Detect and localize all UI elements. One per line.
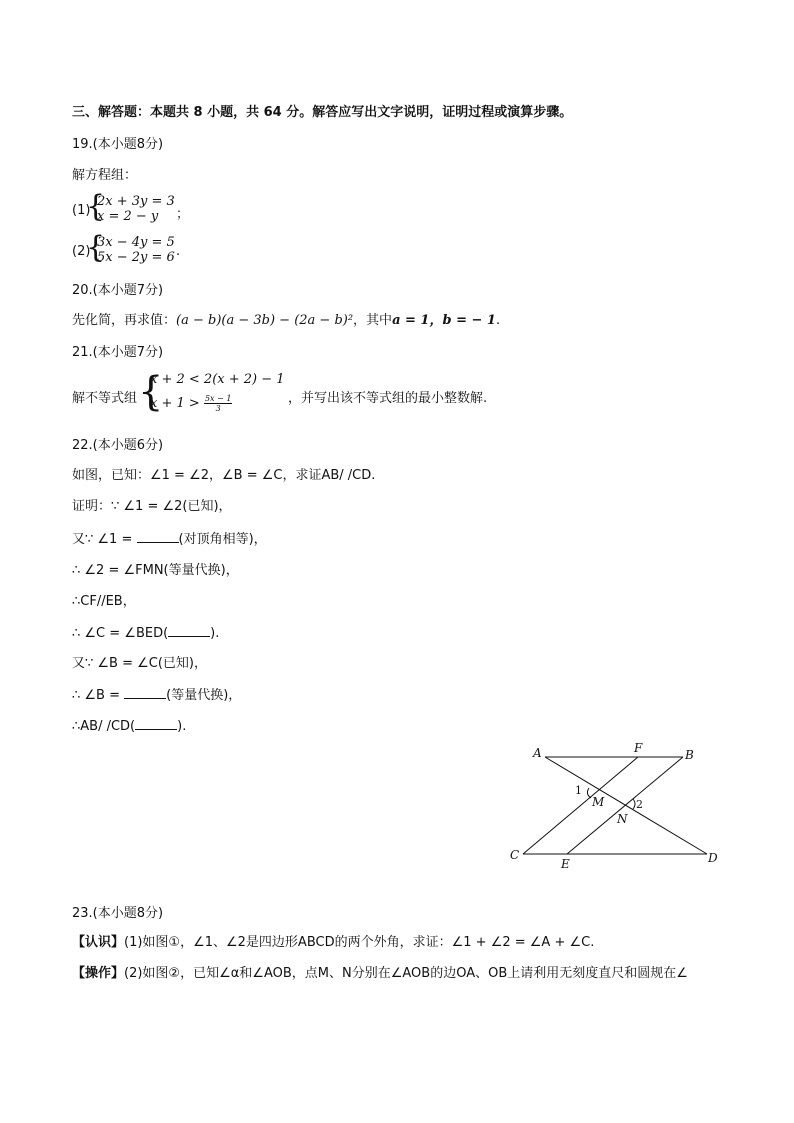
q23-line-1 <box>72 934 594 952</box>
label-b: B <box>685 748 694 762</box>
q20-text-a: 先化简，再求值： <box>72 313 177 328</box>
q23-text-2: (2)如图②，已知∠α和∠AOB，点M、N分别在∠AOB的边OA、OB上请利用无刻度直尺和圆规在∠ <box>124 966 688 981</box>
q21-title: 21.(本小题7分) <box>72 345 164 360</box>
q22-title: 22.(本小题6分) <box>72 438 164 453</box>
proof-text-tail: ). <box>210 626 220 641</box>
proof-text-tail: ). <box>177 719 187 734</box>
q19-system-1 <box>72 189 272 228</box>
answer-blank[interactable] <box>135 717 177 730</box>
label-d: D <box>708 851 718 865</box>
q19-p2-eq1: 3x − 4y = 5 <box>97 235 175 250</box>
q22-proof-line <box>72 655 207 673</box>
q19-p1-label: (1) <box>72 203 91 218</box>
q22-proof-line <box>72 593 136 611</box>
q21-prompt: 解不等式组 <box>72 391 138 406</box>
q22-proof-line <box>72 562 239 580</box>
proof-text: ∴CF//EB， <box>72 594 136 609</box>
q21-ineq1: x + 2 < 2(x + 2) − 1 <box>150 372 285 387</box>
q22-proof-line <box>72 686 241 705</box>
label-a: A <box>533 746 542 760</box>
label-2: 2 <box>636 798 643 811</box>
brace-icon: { <box>86 230 106 265</box>
q23-line-2 <box>72 965 688 983</box>
brace-icon: { <box>138 369 164 415</box>
q20-text-c: . <box>495 313 501 328</box>
answer-blank[interactable] <box>124 686 166 699</box>
q23-tag-operate: 【操作】 <box>72 966 125 981</box>
q20-title: 20.(本小题7分) <box>72 283 164 298</box>
proof-text-tail: (等量代换)， <box>166 688 242 703</box>
q21-ineq2-left: x + 1 > <box>150 396 200 411</box>
q20-expression: (a − b)(a − 3b) − (2a − b)² <box>176 313 354 328</box>
q22-figure <box>505 740 735 875</box>
q19-prompt: 解方程组： <box>72 168 138 183</box>
segment-cf <box>523 757 638 854</box>
q21-tail: ，并写出该不等式组的最小整数解. <box>288 391 488 406</box>
label-e: E <box>561 857 570 871</box>
q21-frac-den: 3 <box>215 404 221 413</box>
q19-p1-tail: ； <box>176 207 190 222</box>
proof-text: 证明：∵ ∠1 = ∠2(已知)， <box>72 499 232 514</box>
segment-eb <box>567 757 683 854</box>
label-c: C <box>510 848 520 862</box>
segment-ad <box>545 757 707 854</box>
q19-title: 19.(本小题8分) <box>72 137 164 152</box>
q21-ineq2 <box>150 394 232 413</box>
q19-p1-eq2: x = 2 − y <box>97 209 159 224</box>
q19-p2-label: (2) <box>72 244 91 259</box>
q20-question <box>72 312 500 330</box>
q19-p2-eq2: 5x − 2y = 6 <box>97 250 175 265</box>
q23-tag-recognize: 【认识】 <box>72 935 125 950</box>
answer-blank[interactable] <box>137 530 179 543</box>
q19-p2-tail: . <box>176 244 181 259</box>
answer-blank[interactable] <box>168 624 210 637</box>
q19-p1-eq1: 2x + 3y = 3 <box>97 194 175 209</box>
q23-title: 23.(本小题8分) <box>72 906 164 921</box>
q22-given: 如图，已知：∠1 = ∠2，∠B = ∠C，求证AB/ /CD. <box>72 468 376 483</box>
q19-system-2 <box>72 230 272 269</box>
brace-icon: { <box>86 189 106 224</box>
q22-proof-line <box>72 717 186 736</box>
section-header: 三、解答题：本题共 8 小题，共 64 分。解答应写出文字说明，证明过程或演算步骤。 <box>72 105 573 120</box>
label-1: 1 <box>575 784 582 797</box>
proof-text: 又∵ ∠B = ∠C(已知)， <box>72 656 208 671</box>
q23-text-1: (1)如图①，∠1、∠2是四边形ABCD的两个外角，求证：∠1 + ∠2 = ∠A + ∠C. <box>124 935 595 950</box>
proof-text-tail: (对顶角相等)， <box>178 532 267 547</box>
q20-text-b: ，其中 <box>353 313 393 328</box>
q20-condition: a = 1，b = − 1 <box>392 313 496 328</box>
angle-2-arc <box>633 799 635 809</box>
proof-text: ∴ ∠2 = ∠FMN(等量代换)， <box>72 563 239 578</box>
label-n: N <box>617 812 628 826</box>
label-f: F <box>634 741 643 755</box>
proof-text: ∴AB/ /CD( <box>72 719 136 734</box>
q21-inequality-system <box>72 369 532 416</box>
proof-text: 又∵ ∠1 = <box>72 532 137 547</box>
q21-frac-num: 5x − 1 <box>204 394 232 403</box>
proof-text: ∴ ∠C = ∠BED( <box>72 626 169 641</box>
q22-proof-line <box>72 624 219 643</box>
q22-proof-line <box>72 498 232 516</box>
label-m: M <box>592 795 605 809</box>
q22-proof-line <box>72 530 267 549</box>
proof-text: ∴ ∠B = <box>72 688 125 703</box>
q21-fraction <box>204 394 232 413</box>
